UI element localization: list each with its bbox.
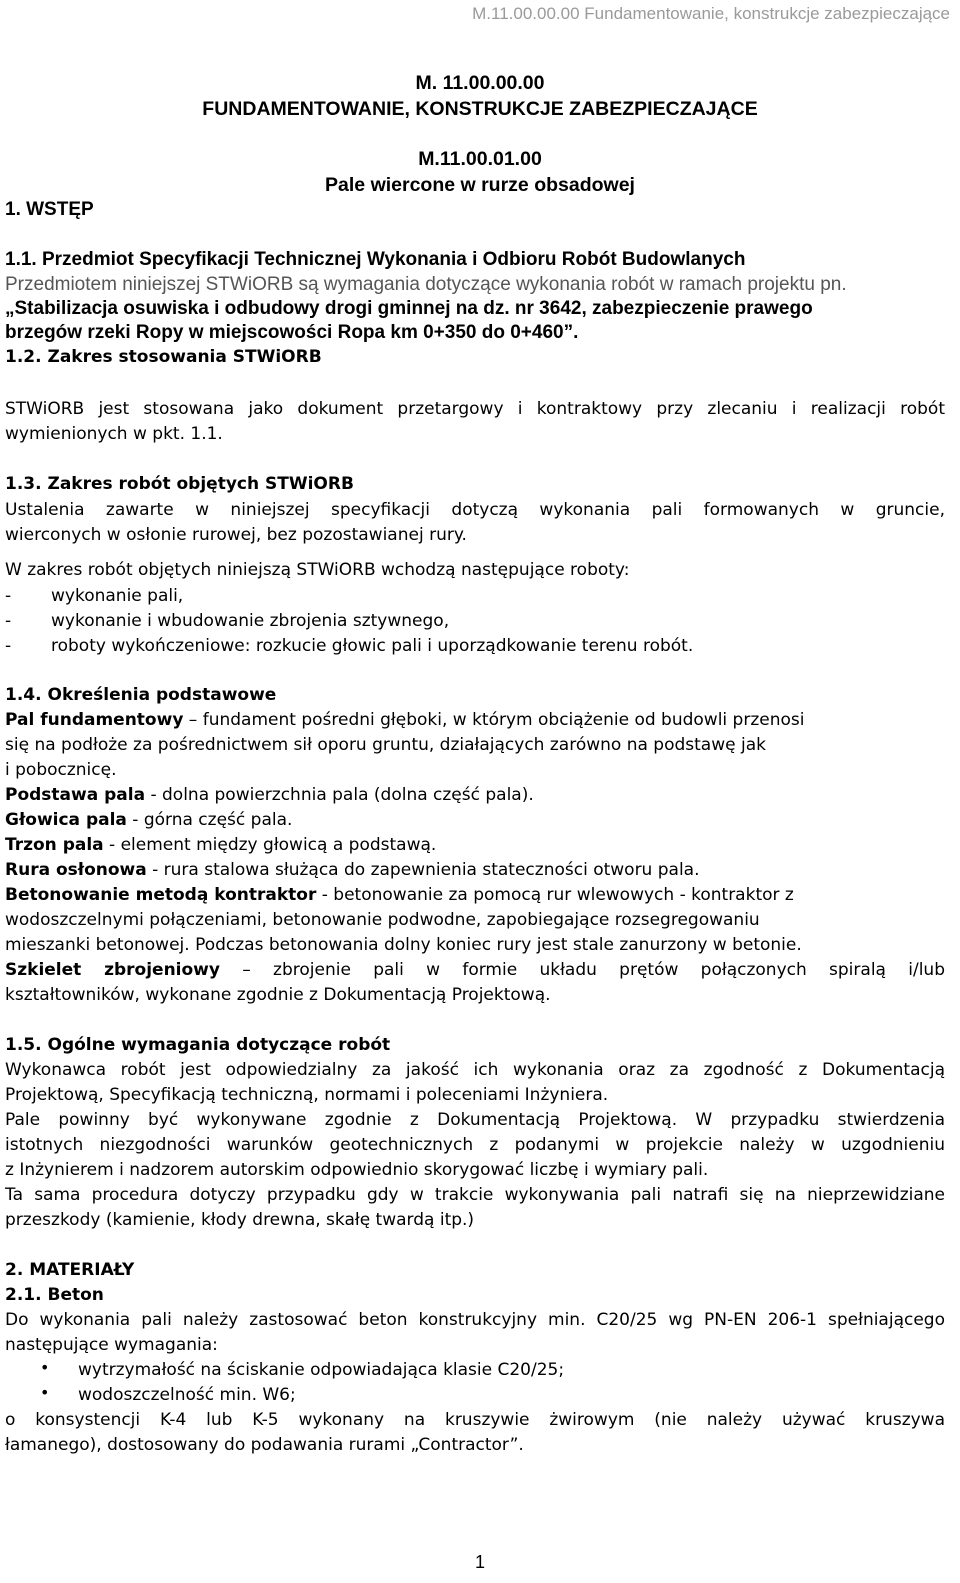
- section-1-5-line: Projektową, Specyfikacją techniczną, normami i poleceniami Inżyniera.: [5, 1085, 609, 1105]
- section-2-heading: 2. MATERIAŁY: [5, 1260, 135, 1280]
- section-2-1-line: następujące wymagania:: [5, 1335, 218, 1355]
- dash: -: [5, 636, 12, 656]
- section-1-5-line: przeszkody (kamienie, kłody drewna, skałę twardą itp.): [5, 1210, 475, 1230]
- list-item: - wykonanie i wbudowanie zbrojenia sztywnego,: [5, 611, 450, 631]
- bullet-icon: •: [40, 1358, 50, 1377]
- spec-title: FUNDAMENTOWANIE, KONSTRUKCJE ZABEZPIECZAJĄCE: [202, 98, 758, 120]
- definition-line: i pobocznicę.: [5, 760, 117, 780]
- definition-line: kształtowników, wykonane zgodnie z Dokumentacją Projektową.: [5, 985, 551, 1005]
- section-1-4-heading: 1.4. Określenia podstawowe: [5, 685, 277, 705]
- section-1-5-line: Ta sama procedura dotyczy przypadku gdy w trakcie wykonywania pali natrafi się na nieprzewidziane: [5, 1185, 945, 1205]
- section-2-1-line: Do wykonania pali należy zastosować beton konstrukcyjny min. C20/25 wg PN-EN 206-1 spełniającego: [5, 1310, 945, 1330]
- section-2-1-line: łamanego), dostosowany do podawania rurami „Contractor”.: [5, 1435, 524, 1455]
- section-2-1-line: o konsystencji K-4 lub K-5 wykonany na kruszywie żwirowym (nie należy używać kruszywa: [5, 1410, 945, 1430]
- sub-spec-title: Pale wiercone w rurze obsadowej: [325, 174, 635, 196]
- section-1-3-intro: W zakres robót objętych niniejszą STWiORB wchodzą następujące roboty:: [5, 560, 630, 580]
- definition-betonowanie: Betonowanie metodą kontraktor - betonowanie za pomocą rur wlewowych - kontraktor z: [5, 885, 794, 905]
- bullet-icon: •: [40, 1383, 50, 1402]
- definition-podstawa: Podstawa pala - dolna powierzchnia pala (dolna część pala).: [5, 785, 534, 805]
- definition-line: się na podłoże za pośrednictwem sił oporu gruntu, działających zarówno na podstawę jak: [5, 735, 766, 755]
- page-number: 1: [474, 1552, 485, 1572]
- dash: -: [5, 611, 12, 631]
- section-1-3-line: Ustalenia zawarte w niniejszej specyfikacji dotyczą wykonania pali formowanych w gruncie,: [5, 500, 945, 520]
- list-item: - wykonanie pali,: [5, 586, 184, 606]
- section-1-3-heading: 1.3. Zakres robót objętych STWiORB: [5, 474, 354, 494]
- section-1-5-line: Wykonawca robót jest odpowiedzialny za jakość ich wykonania oraz za zgodność z Dokumentacją: [5, 1060, 945, 1080]
- dash: -: [5, 586, 12, 606]
- section-1-5-line: z Inżynierem i nadzorem autorskim odpowiednio skorygować liczbę i wymiary pali.: [5, 1160, 709, 1180]
- section-1-5-line: Pale powinny być wykonywane zgodnie z Dokumentacją Projektową. W przypadku stwierdzenia: [5, 1110, 945, 1130]
- section-1-2-heading: 1.2. Zakres stosowania STWiORB: [5, 347, 322, 367]
- section-1-1-project-line: „Stabilizacja osuwiska i odbudowy drogi gminnej na dz. nr 3642, zabezpieczenie prawego: [5, 298, 813, 319]
- definition-trzon: Trzon pala - element między głowicą a podstawą.: [5, 835, 437, 855]
- section-1-1-line: Przedmiotem niniejszej STWiORB są wymagania dotyczące wykonania robót w ramach projektu pn.: [5, 274, 847, 295]
- section-1-1-project-line: brzegów rzeki Ropy w miejscowości Ropa km 0+350 do 0+460”.: [5, 322, 579, 343]
- section-1-5-heading: 1.5. Ogólne wymagania dotyczące robót: [5, 1035, 391, 1055]
- section-1-2-line: wymienionych w pkt. 1.1.: [5, 424, 223, 444]
- definition-glowica: Głowica pala - górna część pala.: [5, 810, 293, 830]
- definition-rura: Rura osłonowa - rura stalowa służąca do zapewnienia stateczności otworu pala.: [5, 860, 700, 880]
- section-1-1-heading: 1.1. Przedmiot Specyfikacji Technicznej Wykonania i Odbioru Robót Budowlanych: [5, 249, 746, 270]
- definition-line: wodoszczelnymi połączeniami, betonowanie podwodne, zapobiegające rozsegregowaniu: [5, 910, 760, 930]
- section-2-1-heading: 2.1. Beton: [5, 1285, 104, 1305]
- section-1-3-line: wierconych w osłonie rurowej, bez pozostawianej rury.: [5, 525, 467, 545]
- list-item: - roboty wykończeniowe: rozkucie głowic pali i uporządkowanie terenu robót.: [5, 636, 694, 656]
- definition-pal: Pal fundamentowy – fundament pośredni głęboki, w którym obciążenie od budowli przenosi: [5, 710, 805, 730]
- list-item: wytrzymałość na ściskanie odpowiadająca klasie C20/25;: [78, 1360, 565, 1380]
- section-1-2-line: STWiORB jest stosowana jako dokument przetargowy i kontraktowy przy zlecaniu i realizacji robót: [5, 399, 945, 419]
- section-1-heading: 1. WSTĘP: [5, 199, 94, 220]
- definition-line: mieszanki betonowej. Podczas betonowania dolny koniec rury jest stale zanurzony w betonie.: [5, 935, 802, 955]
- running-header: M.11.00.00.00 Fundamentowanie, konstrukcje zabezpieczające: [472, 4, 950, 23]
- list-item: wodoszczelność min. W6;: [78, 1385, 296, 1405]
- sub-spec-code: M.11.00.01.00: [418, 148, 542, 170]
- section-1-5-line: istotnych niezgodności warunków geotechnicznych z podanymi w projekcie należy w uzgodnieniu: [5, 1135, 945, 1155]
- definition-szkielet: Szkielet zbrojeniowy – zbrojenie pali w formie układu prętów połączonych spiralą i/lub: [5, 960, 945, 980]
- spec-code: M. 11.00.00.00: [415, 72, 545, 94]
